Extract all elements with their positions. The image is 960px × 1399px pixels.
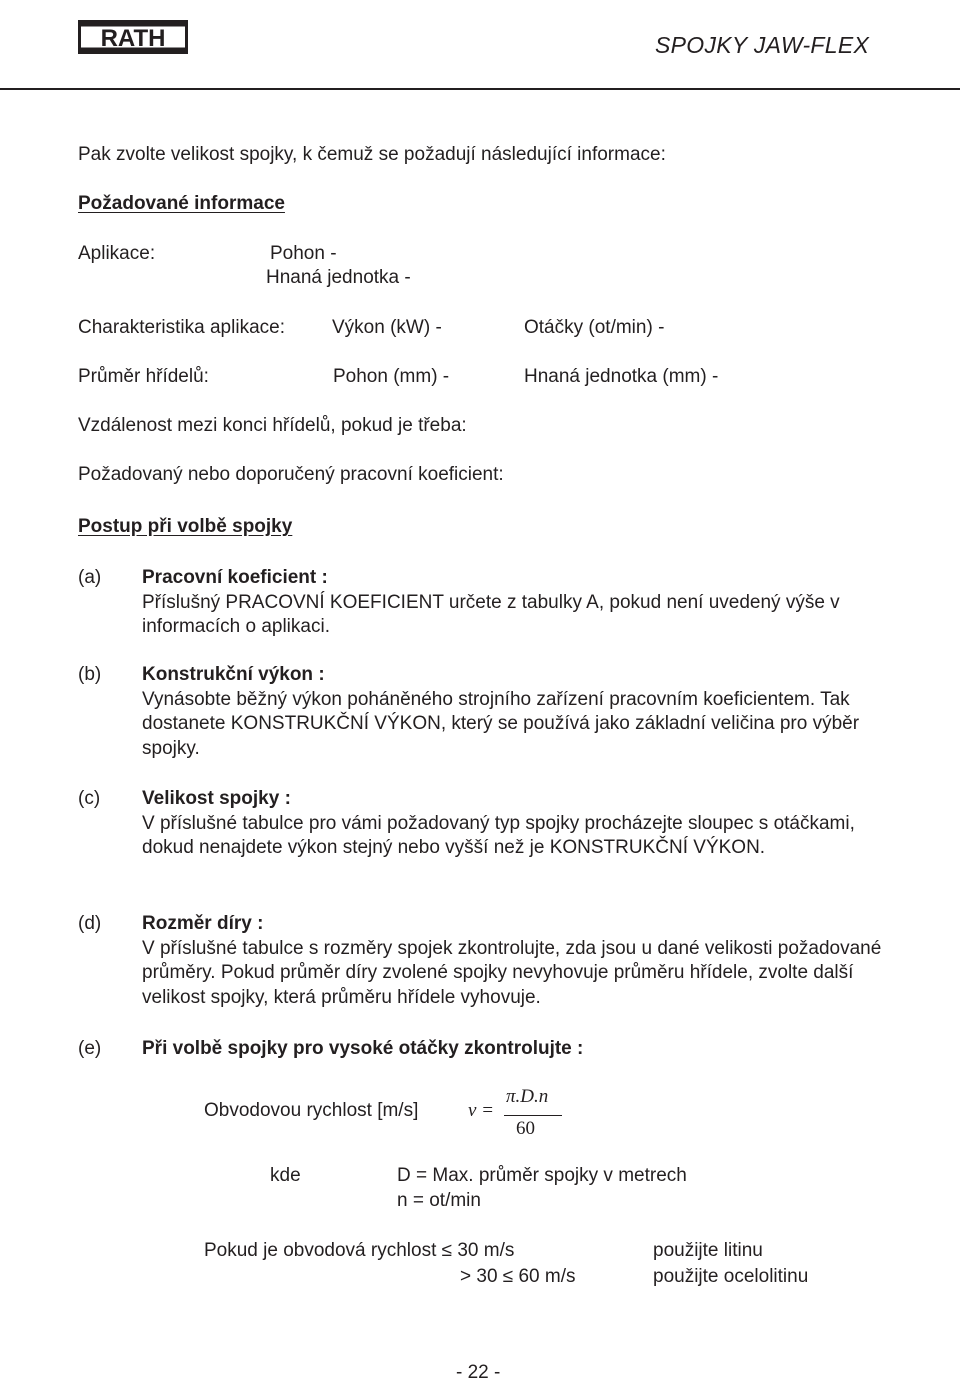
characteristic-label: Charakteristika aplikace:: [78, 317, 285, 338]
item-body: Vynásobte běžný výkon poháněného strojního zařízení pracovním koeficientem. Tak dostanete KONSTRUKČNÍ VÝKON, který se používá jako základní veličina pro výběr spojky.: [142, 688, 860, 759]
item-letter-c: (c): [78, 788, 101, 809]
shaft-diameter-label: Průměr hřídelů:: [78, 366, 209, 387]
shaft-distance-field: Vzdálenost mezi konci hřídelů, pokud je třeba:: [78, 415, 467, 436]
condition-1: Pokud je obvodová rychlost ≤ 30 m/s: [204, 1240, 515, 1261]
procedure-item-b: [142, 663, 882, 761]
driven-unit-field: Hnaná jednotka -: [266, 267, 411, 288]
drive-field: Pohon -: [270, 243, 337, 264]
item-letter-b: (b): [78, 664, 102, 685]
rath-logo: [78, 20, 188, 54]
procedure-item-e: [142, 1037, 882, 1062]
result-2: použijte ocelolitinu: [653, 1266, 809, 1287]
item-letter-a: (a): [78, 567, 102, 588]
item-letter-d: (d): [78, 913, 102, 934]
page-number: - 22 -: [456, 1362, 501, 1383]
item-heading: Velikost spojky :: [142, 788, 291, 809]
procedure-item-d: [142, 912, 882, 1010]
logo-text: RATH: [100, 25, 166, 52]
item-letter-e: (e): [78, 1038, 102, 1059]
peripheral-speed-label: Obvodovou rychlost [m/s]: [204, 1100, 419, 1121]
formula-lhs: v =: [468, 1100, 495, 1121]
item-heading: Konstrukční výkon :: [142, 664, 325, 685]
procedure-heading: Postup při volbě spojky: [78, 516, 293, 537]
drive-mm-field: Pohon (mm) -: [333, 366, 450, 387]
result-1: použijte litinu: [653, 1240, 763, 1261]
where-label: kde: [270, 1165, 301, 1186]
item-heading: Při volbě spojky pro vysoké otáčky zkontrolujte :: [142, 1038, 584, 1059]
formula-numerator: π.D.n: [506, 1086, 549, 1107]
required-info-heading: Požadované informace: [78, 193, 285, 214]
driven-mm-field: Hnaná jednotka (mm) -: [524, 366, 719, 387]
item-body: V příslušné tabulce s rozměry spojek zkontrolujte, zda jsou u dané velikosti požadované průměry. Pokud průměr díry zvolené spojky nevyhovuje průměru hřídele, zvolte další velikost spojky, která průměru hřídele vyhovuje.: [142, 937, 882, 1008]
document-title: SPOJKY JAW-FLEX: [655, 32, 870, 58]
definition-d: D = Max. průměr spojky v metrech: [397, 1165, 687, 1186]
item-body: Příslušný PRACOVNÍ KOEFICIENT určete z tabulky A, pokud není uvedený výše v informacích o aplikaci.: [142, 591, 840, 637]
procedure-item-a: [142, 566, 882, 640]
application-label: Aplikace:: [78, 243, 156, 264]
procedure-item-c: [142, 787, 882, 861]
service-factor-field: Požadovaný nebo doporučený pracovní koeficient:: [78, 464, 504, 485]
power-field: Výkon (kW) -: [332, 317, 442, 338]
header-divider: [0, 88, 960, 90]
fraction-bar: [504, 1115, 562, 1116]
intro-text: Pak zvolte velikost spojky, k čemuž se požadují následující informace:: [78, 144, 666, 165]
item-body: V příslušné tabulce pro vámi požadovaný typ spojky procházejte sloupec s otáčkami, dokud nenajdete výkon stejný nebo vyšší než je KONSTRUKČNÍ VÝKON.: [142, 812, 855, 858]
definition-n: n = ot/min: [397, 1190, 481, 1211]
speed-formula: [468, 1086, 568, 1146]
item-heading: Pracovní koeficient :: [142, 567, 328, 588]
item-heading: Rozměr díry :: [142, 913, 264, 934]
formula-denominator: 60: [516, 1118, 535, 1139]
condition-2: > 30 ≤ 60 m/s: [460, 1266, 576, 1287]
speed-field: Otáčky (ot/min) -: [524, 317, 665, 338]
